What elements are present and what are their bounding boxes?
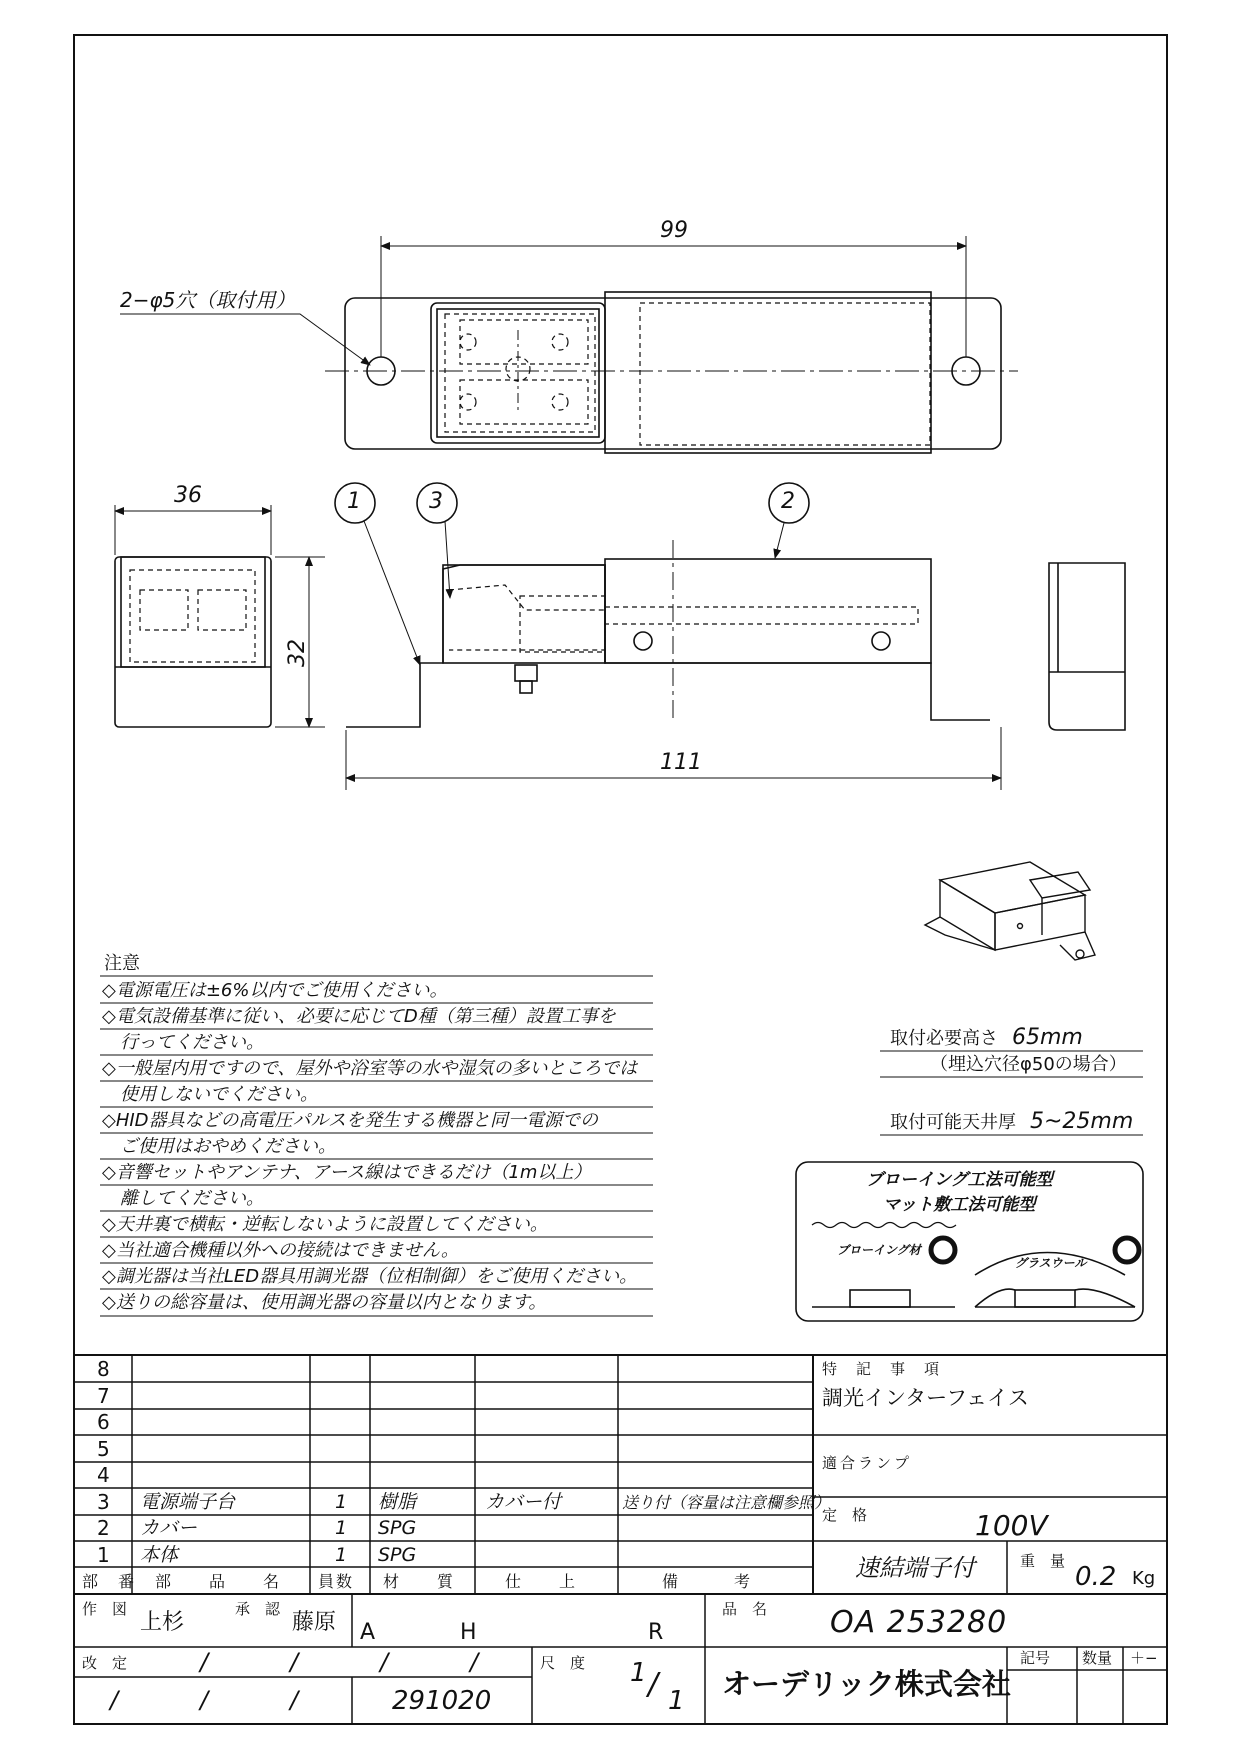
row-name: 本体	[140, 1544, 179, 1566]
weight-label: 重 量	[1020, 1552, 1066, 1570]
note-line: ご使用はおやめください。	[102, 1136, 336, 1157]
row-finish: カバー付	[485, 1491, 562, 1513]
note-line: ◇天井裏で横転・逆転しないように設置してください。	[102, 1214, 548, 1235]
company-name: オーデリック株式会社	[722, 1667, 1011, 1701]
plus-minus-label: ＋−	[1130, 1649, 1158, 1667]
note-line: ◇一般屋内用ですので、屋外や浴室等の水や湿気の多いところでは	[102, 1058, 638, 1079]
blowing-line2: マット敷工法可能型	[883, 1195, 1036, 1215]
row-no: 3	[97, 1490, 110, 1514]
row-qty: 1	[335, 1491, 348, 1513]
special-label: 特 記 事 項	[822, 1360, 942, 1378]
rating-value: 100V	[975, 1509, 1048, 1542]
balloon-3: 3	[429, 489, 443, 514]
weight-value: 0.2	[1075, 1562, 1117, 1592]
approved-by: 藤原	[292, 1610, 337, 1635]
row-material: 樹脂	[378, 1491, 417, 1513]
hdr-no: 部 番	[82, 1572, 137, 1591]
approved-label: 承 認	[235, 1600, 281, 1618]
rev-slash: /	[380, 1648, 389, 1676]
rev-slash: /	[470, 1648, 479, 1676]
grade-a: A	[360, 1620, 376, 1645]
rev-slash: /	[110, 1686, 119, 1714]
front-view	[335, 483, 1001, 790]
row-no: 6	[97, 1410, 110, 1434]
row-material: SPG	[378, 1517, 417, 1539]
row-qty: 1	[335, 1517, 348, 1539]
weight-unit: Kg	[1132, 1568, 1156, 1589]
top-view	[120, 236, 1018, 453]
rev-slash: /	[200, 1648, 209, 1676]
row-remarks: 送り付（容量は注意欄参照）	[622, 1493, 831, 1512]
mount-height-label: 取付必要高さ	[890, 1028, 998, 1049]
hdr-name: 部 品 名	[155, 1572, 282, 1591]
drawn-by: 上杉	[140, 1610, 185, 1635]
note-line: ◇調光器は当社LED器具用調光器（位相制御）をご使用ください。	[102, 1266, 638, 1287]
terminal-note: 速結端子付	[855, 1554, 975, 1582]
note-line: 使用しないでください。	[102, 1084, 318, 1105]
lamp-label: 適合ランプ	[822, 1454, 913, 1472]
row-no: 5	[97, 1437, 110, 1461]
blowing-label-left: ブローイング材	[837, 1243, 921, 1257]
scale-den: 1	[668, 1686, 685, 1716]
mark-label: 記号	[1020, 1649, 1051, 1667]
note-line: ◇HID器具などの高電圧パルスを発生する機器と同一電源での	[102, 1110, 599, 1131]
row-no: 4	[97, 1463, 110, 1487]
rating-label: 定 格	[822, 1506, 868, 1524]
revision-label: 改 定	[82, 1654, 128, 1672]
note-line: ◇電気設備基準に従い、必要に応じてD種（第三種）設置工事を	[102, 1006, 616, 1027]
row-material: SPG	[378, 1544, 417, 1566]
dim-top-width: 99	[660, 218, 688, 243]
isometric-view	[925, 862, 1095, 960]
product-number: OA 253280	[830, 1605, 1008, 1640]
hdr-finish: 仕 上	[505, 1572, 578, 1591]
hole-label: 2−φ5穴（取付用）	[120, 288, 296, 312]
ceiling-label: 取付可能天井厚	[890, 1112, 1016, 1133]
dim-side-height: 32	[285, 639, 310, 667]
dim-side-width: 36	[174, 483, 202, 508]
dim-front-width: 111	[660, 750, 702, 775]
notes-title: 注意	[104, 953, 140, 974]
product-label: 品 名	[722, 1600, 768, 1618]
row-qty: 1	[335, 1544, 348, 1566]
note-line: 行ってください。	[102, 1032, 264, 1053]
scale-label: 尺 度	[540, 1654, 586, 1672]
note-line: 離してください。	[102, 1188, 264, 1209]
drawn-label: 作 図	[82, 1600, 128, 1618]
blowing-label-right: グラスウール	[1015, 1256, 1087, 1270]
balloon-2: 2	[781, 489, 795, 514]
balloon-1: 1	[347, 489, 361, 514]
note-line: ◇音響セットやアンテナ、アース線はできるだけ（1m以上）	[102, 1162, 592, 1183]
row-no: 8	[97, 1357, 110, 1381]
grade-r: R	[648, 1620, 664, 1645]
note-line: ◇電源電圧は±6%以内でご使用ください。	[102, 980, 448, 1001]
drawing-date: 291020	[392, 1686, 492, 1716]
end-view	[1049, 563, 1125, 730]
row-no: 2	[97, 1516, 110, 1540]
row-no: 7	[97, 1384, 110, 1408]
rev-slash: /	[290, 1686, 299, 1714]
qty-label: 数量	[1082, 1649, 1113, 1667]
ceiling-value: 5~25mm	[1030, 1109, 1134, 1134]
side-view	[115, 505, 325, 727]
rev-slash: /	[290, 1648, 299, 1676]
note-line: ◇当社適合機種以外への接続はできません。	[102, 1240, 459, 1261]
mount-height-value: 65mm	[1012, 1025, 1083, 1050]
mount-height-note: （埋込穴径φ50の場合）	[930, 1054, 1127, 1075]
special-value: 調光インターフェイス	[822, 1386, 1029, 1410]
grade-h: H	[460, 1620, 477, 1645]
note-line: ◇送りの総容量は、使用調光器の容量以内となります。	[102, 1292, 547, 1313]
hdr-material: 材 質	[383, 1572, 456, 1591]
row-name: 電源端子台	[140, 1491, 236, 1513]
hdr-qty: 員数	[318, 1572, 355, 1591]
row-no: 1	[97, 1543, 110, 1567]
row-name: カバー	[140, 1517, 198, 1539]
blowing-line1: ブローイング工法可能型	[866, 1170, 1053, 1190]
hdr-remarks: 備 考	[662, 1572, 753, 1591]
scale-slash: /	[648, 1667, 659, 1702]
scale-num: 1	[630, 1658, 647, 1688]
rev-slash: /	[200, 1686, 209, 1714]
